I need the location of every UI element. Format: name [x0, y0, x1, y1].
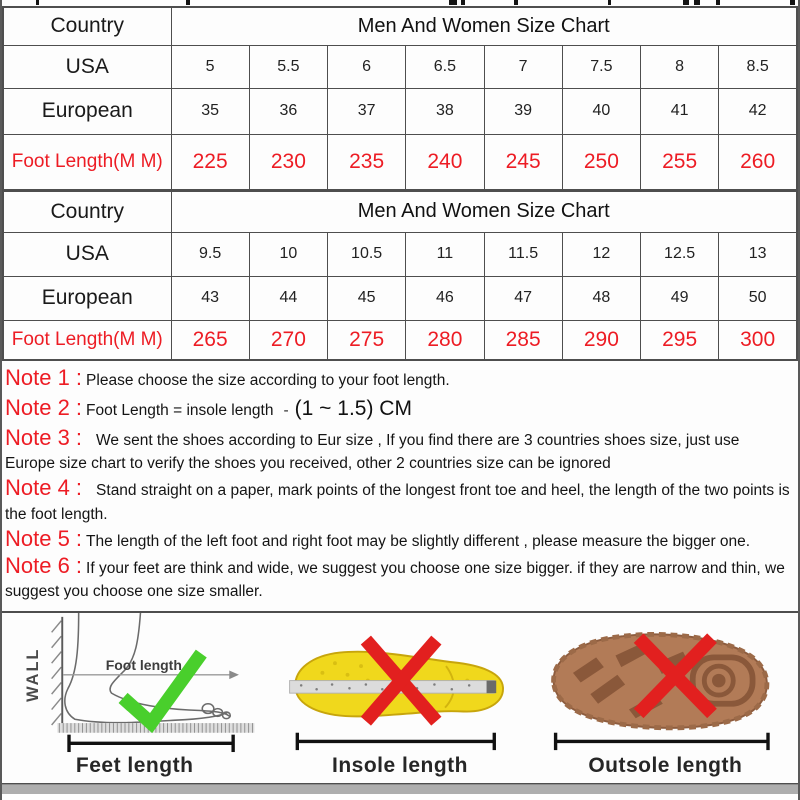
size-value-cell: 225	[171, 134, 249, 190]
size-value-cell: 255	[641, 134, 719, 190]
note-cm-range: (1 ~ 1.5) CM	[294, 397, 412, 421]
note-text: If your feet are think and wide, we suggest you choose one size bigger. if they are narrow and thin, we suggest you choose one size smaller.	[5, 560, 785, 601]
size-value-cell: 39	[484, 88, 562, 134]
note-text: Stand straight on a paper, mark points of the longest front toe and heel, the length of the two points is the foot length.	[5, 482, 790, 523]
foot-length-row	[3, 134, 797, 190]
arrowhead-right	[229, 670, 239, 679]
size-value-cell: 245	[484, 134, 562, 190]
size-value-cell: 49	[641, 276, 719, 320]
feet-length-diagram	[2, 613, 267, 753]
note-text: The length of the left foot and right foot may be slightly different , please measure the bigger one.	[86, 532, 751, 550]
size-value-cell: 7.5	[562, 45, 640, 88]
size-value-cell: 47	[484, 276, 562, 320]
row-label-cell: European	[3, 88, 171, 134]
size-value-cell: 260	[719, 134, 797, 190]
size-value-cell: 8	[641, 45, 719, 88]
note-line	[5, 527, 790, 553]
size-value-cell: 6.5	[406, 45, 484, 88]
measure-bracket	[555, 732, 767, 749]
size-value-cell: 290	[562, 320, 640, 360]
foot-length-label: Foot length	[105, 656, 182, 673]
outsole-length-diagram	[533, 613, 798, 753]
note-text: Please choose the size according to your foot length.	[86, 372, 450, 389]
european-size-row	[3, 276, 797, 320]
size-value-cell: 45	[328, 276, 406, 320]
note-label: Note 2 :	[5, 395, 83, 421]
feet-length-figure	[2, 613, 267, 783]
country-header-cell: Country	[3, 191, 171, 232]
size-value-cell: 295	[641, 320, 719, 360]
size-value-cell: 11.5	[484, 232, 562, 276]
size-value-cell: 235	[328, 134, 406, 190]
note-line	[5, 366, 790, 392]
size-value-cell: 10.5	[328, 232, 406, 276]
row-label-cell: Foot Length(M M)	[3, 320, 171, 360]
size-value-cell: 230	[249, 134, 327, 190]
size-value-cell: 38	[406, 88, 484, 134]
row-label-cell: European	[3, 276, 171, 320]
table-header-row	[3, 7, 797, 45]
size-value-cell: 43	[171, 276, 249, 320]
size-table-1	[2, 6, 798, 191]
insole-length-figure	[267, 613, 532, 783]
size-value-cell: 270	[249, 320, 327, 360]
size-value-cell: 41	[641, 88, 719, 134]
wall-label: WALL	[24, 647, 43, 702]
size-value-cell: 40	[562, 88, 640, 134]
notes-section	[2, 361, 798, 611]
table-header-row	[3, 191, 797, 232]
size-value-cell: 300	[719, 320, 797, 360]
chart-title-cell: Men And Women Size Chart	[171, 191, 797, 232]
note-label: Note 6 :	[5, 553, 83, 578]
size-value-cell: 48	[562, 276, 640, 320]
size-value-cell: 10	[249, 232, 327, 276]
wall-hatching	[52, 620, 62, 724]
foot-length-measure	[63, 656, 239, 678]
note-line	[5, 476, 790, 526]
size-value-cell: 250	[562, 134, 640, 190]
size-value-cell: 5	[171, 45, 249, 88]
insole-length-diagram	[267, 613, 532, 753]
size-value-cell: 8.5	[719, 45, 797, 88]
size-value-cell: 275	[328, 320, 406, 360]
country-header-cell: Country	[3, 7, 171, 45]
chart-title-cell: Men And Women Size Chart	[171, 7, 797, 45]
outsole-length-caption: Outsole length	[588, 753, 743, 777]
size-value-cell: 9.5	[171, 232, 249, 276]
size-value-cell: 240	[406, 134, 484, 190]
foot-length-row	[3, 320, 797, 360]
size-value-cell: 36	[249, 88, 327, 134]
size-value-cell: 13	[719, 232, 797, 276]
size-value-cell: 6	[328, 45, 406, 88]
cropped-text-remnant	[2, 0, 798, 6]
usa-size-row	[3, 45, 797, 88]
note-text: Foot Length = insole length	[86, 402, 274, 420]
bottom-gray-strip	[2, 784, 798, 794]
measure-bracket	[69, 734, 233, 751]
outsole-length-figure	[533, 613, 798, 783]
size-value-cell: 46	[406, 276, 484, 320]
row-label-cell: USA	[3, 232, 171, 276]
size-value-cell: 7	[484, 45, 562, 88]
size-value-cell: 44	[249, 276, 327, 320]
size-value-cell: 37	[328, 88, 406, 134]
row-label-cell: USA	[3, 45, 171, 88]
size-value-cell: 50	[719, 276, 797, 320]
size-value-cell: 5.5	[249, 45, 327, 88]
size-value-cell: 35	[171, 88, 249, 134]
size-table-2	[2, 190, 798, 361]
note-line	[5, 554, 790, 604]
size-value-cell: 285	[484, 320, 562, 360]
row-label-cell: Foot Length(M M)	[3, 134, 171, 190]
feet-length-caption: Feet length	[75, 753, 194, 777]
note-label: Note 5 :	[5, 525, 83, 551]
note-line	[5, 426, 790, 476]
insole-length-caption: Insole length	[331, 753, 468, 777]
measurement-diagrams	[2, 611, 798, 784]
size-value-cell: 11	[406, 232, 484, 276]
european-size-row	[3, 88, 797, 134]
size-value-cell: 42	[719, 88, 797, 134]
note-label: Note 1 :	[5, 365, 83, 390]
size-value-cell: 280	[406, 320, 484, 360]
usa-size-row	[3, 232, 797, 276]
note-text: We sent the shoes according to Eur size , If you find there are 3 countries shoes size, just use Europe size chart to verify the shoes you received, other 2 countries size can be ignored	[5, 431, 740, 472]
note-line	[5, 393, 790, 425]
note-label: Note 4 :	[5, 475, 83, 501]
measure-bracket	[298, 732, 495, 749]
size-value-cell: 265	[171, 320, 249, 360]
size-value-cell: 12.5	[641, 232, 719, 276]
note-dash: -	[283, 402, 289, 420]
size-value-cell: 12	[562, 232, 640, 276]
note-label: Note 3 :	[5, 424, 83, 450]
